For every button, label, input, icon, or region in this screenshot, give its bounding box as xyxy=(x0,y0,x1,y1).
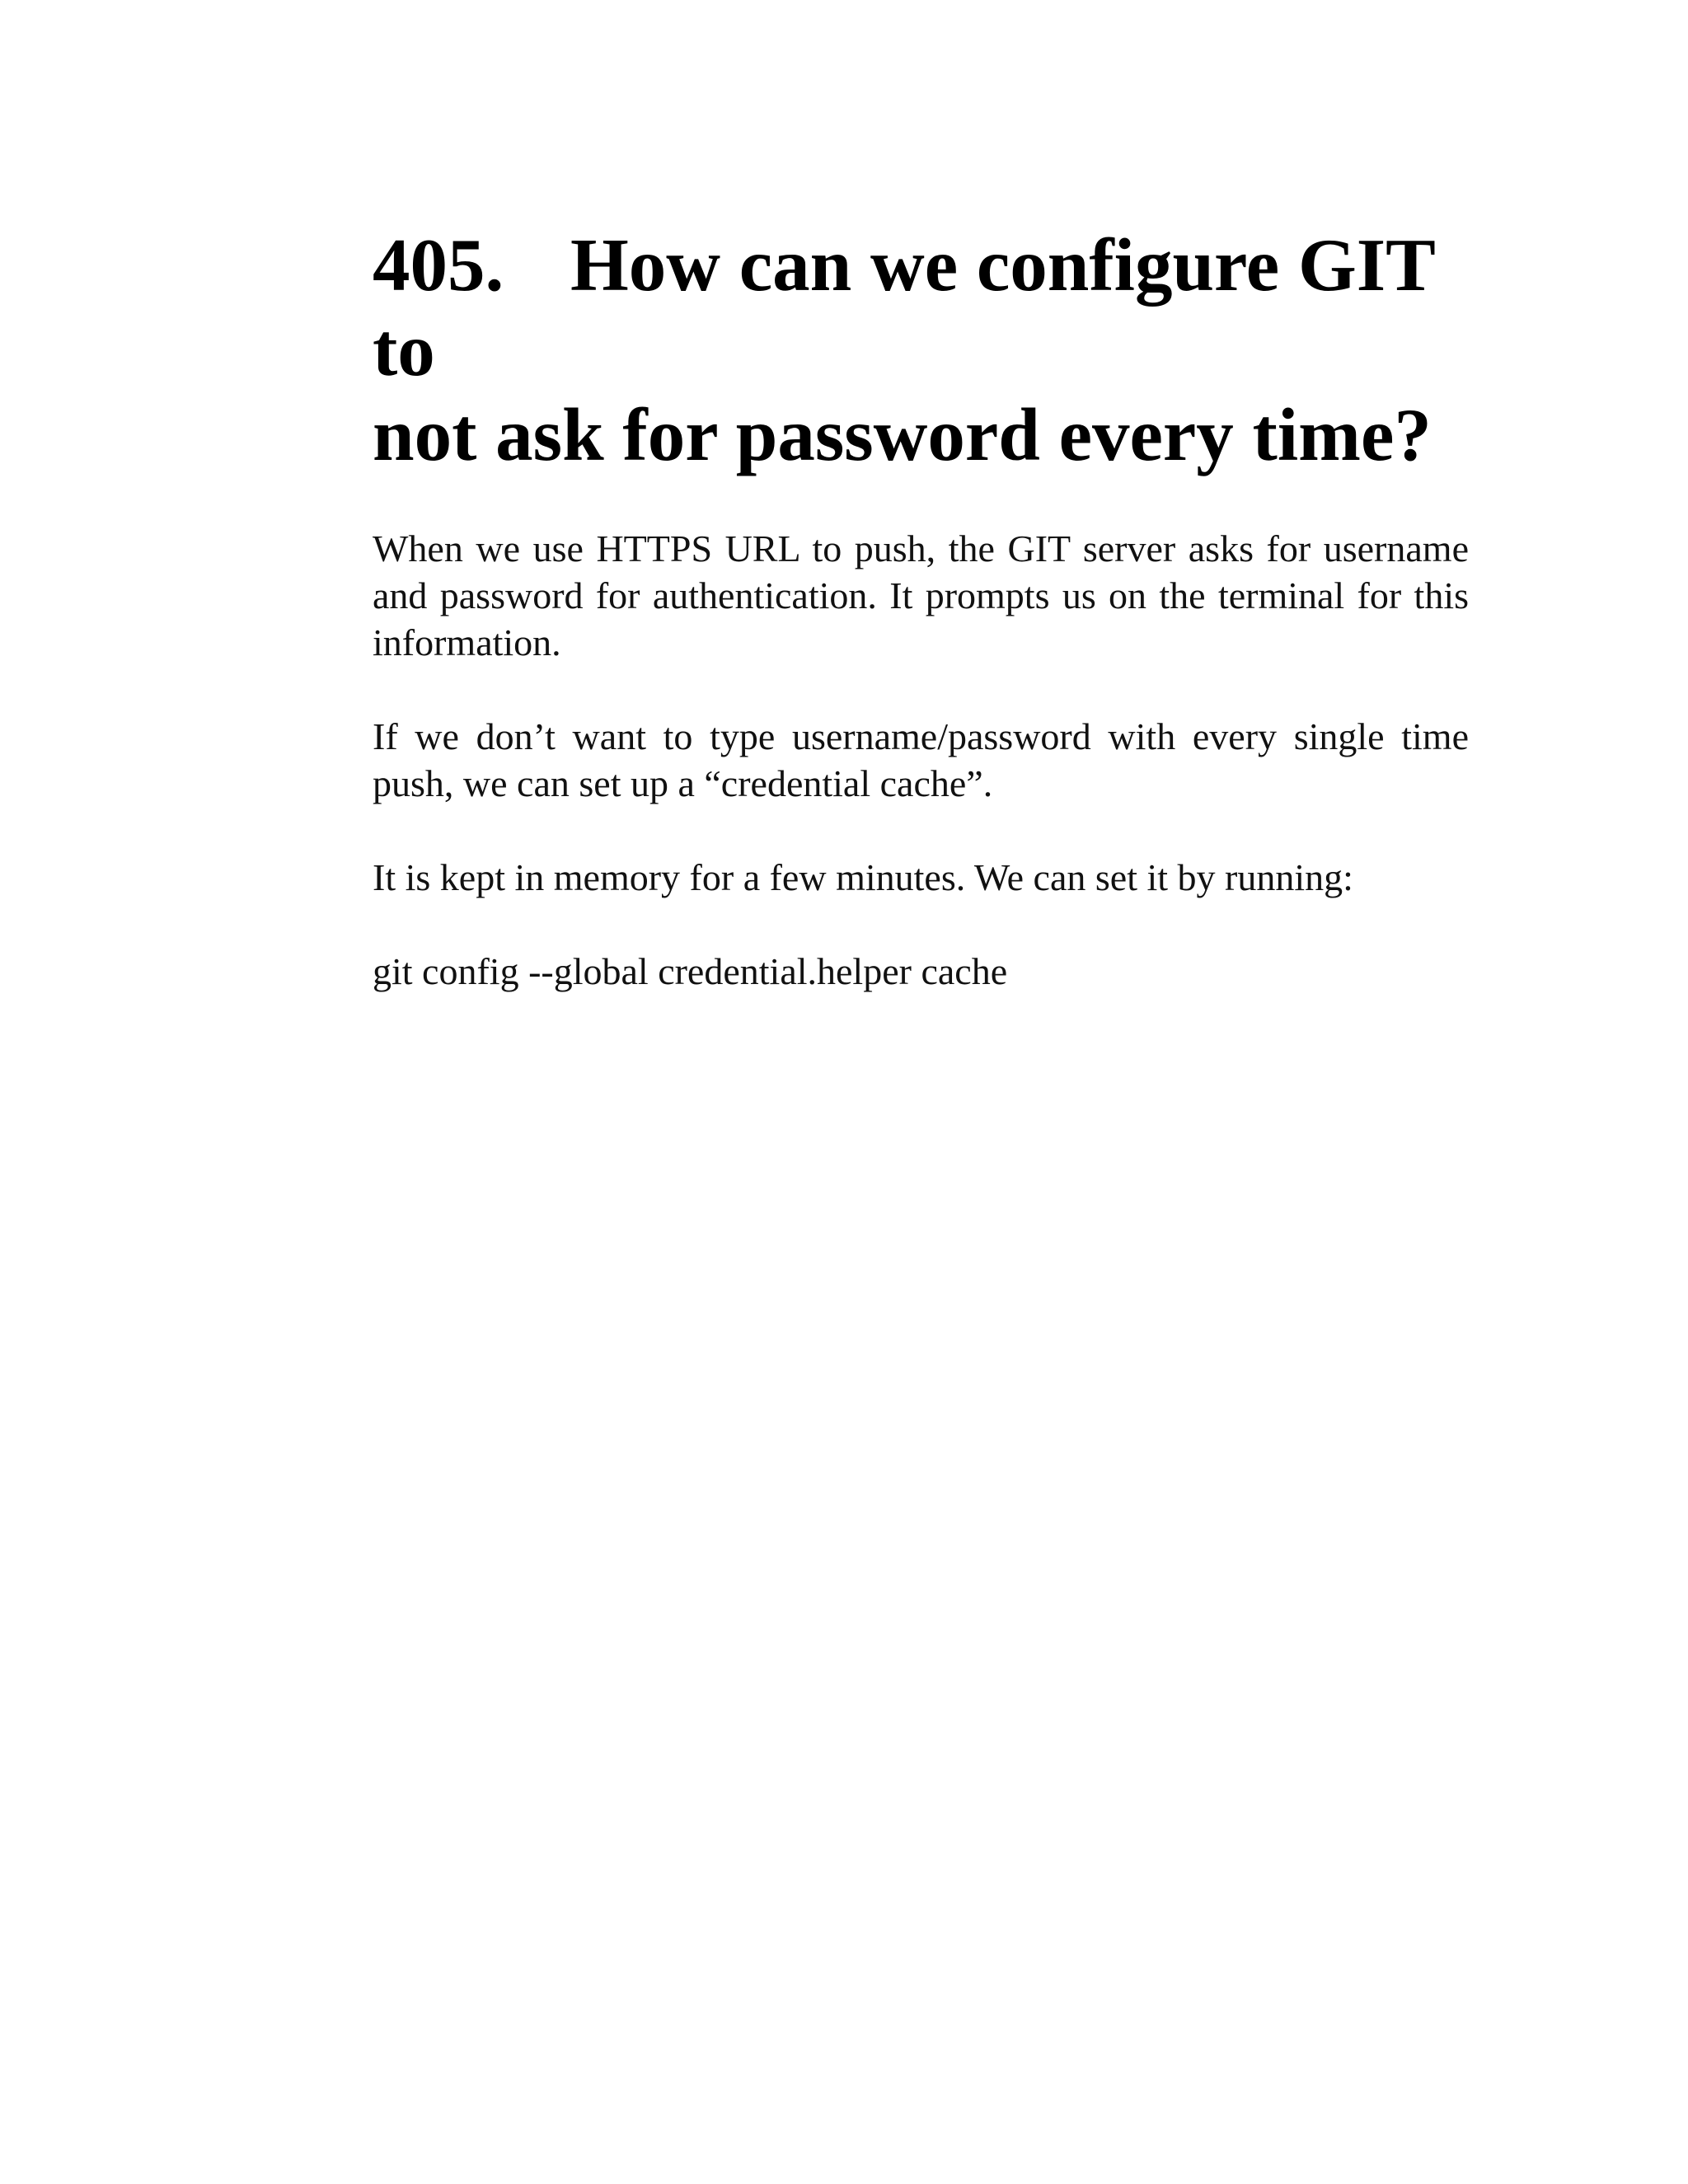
heading-line-1: How can we configure GIT to xyxy=(373,223,1435,391)
command-line: git config --global credential.helper cache xyxy=(373,950,1008,992)
paragraph-https-auth: When we use HTTPS URL to push, the GIT server asks for username and password for authentication. It prompts us on the terminal for this information. xyxy=(373,527,1469,663)
document-page xyxy=(373,223,1469,995)
heading-line-2: not ask for password every time? xyxy=(373,393,1432,476)
paragraph-memory: It is kept in memory for a few minutes. We can set it by running: xyxy=(373,856,1353,898)
paragraph-credential-cache: If we don’t want to type username/password with every single time push, we can set up a “credential cache”. xyxy=(373,715,1469,804)
question-number: 405. xyxy=(373,223,504,307)
question-heading xyxy=(373,223,1469,477)
